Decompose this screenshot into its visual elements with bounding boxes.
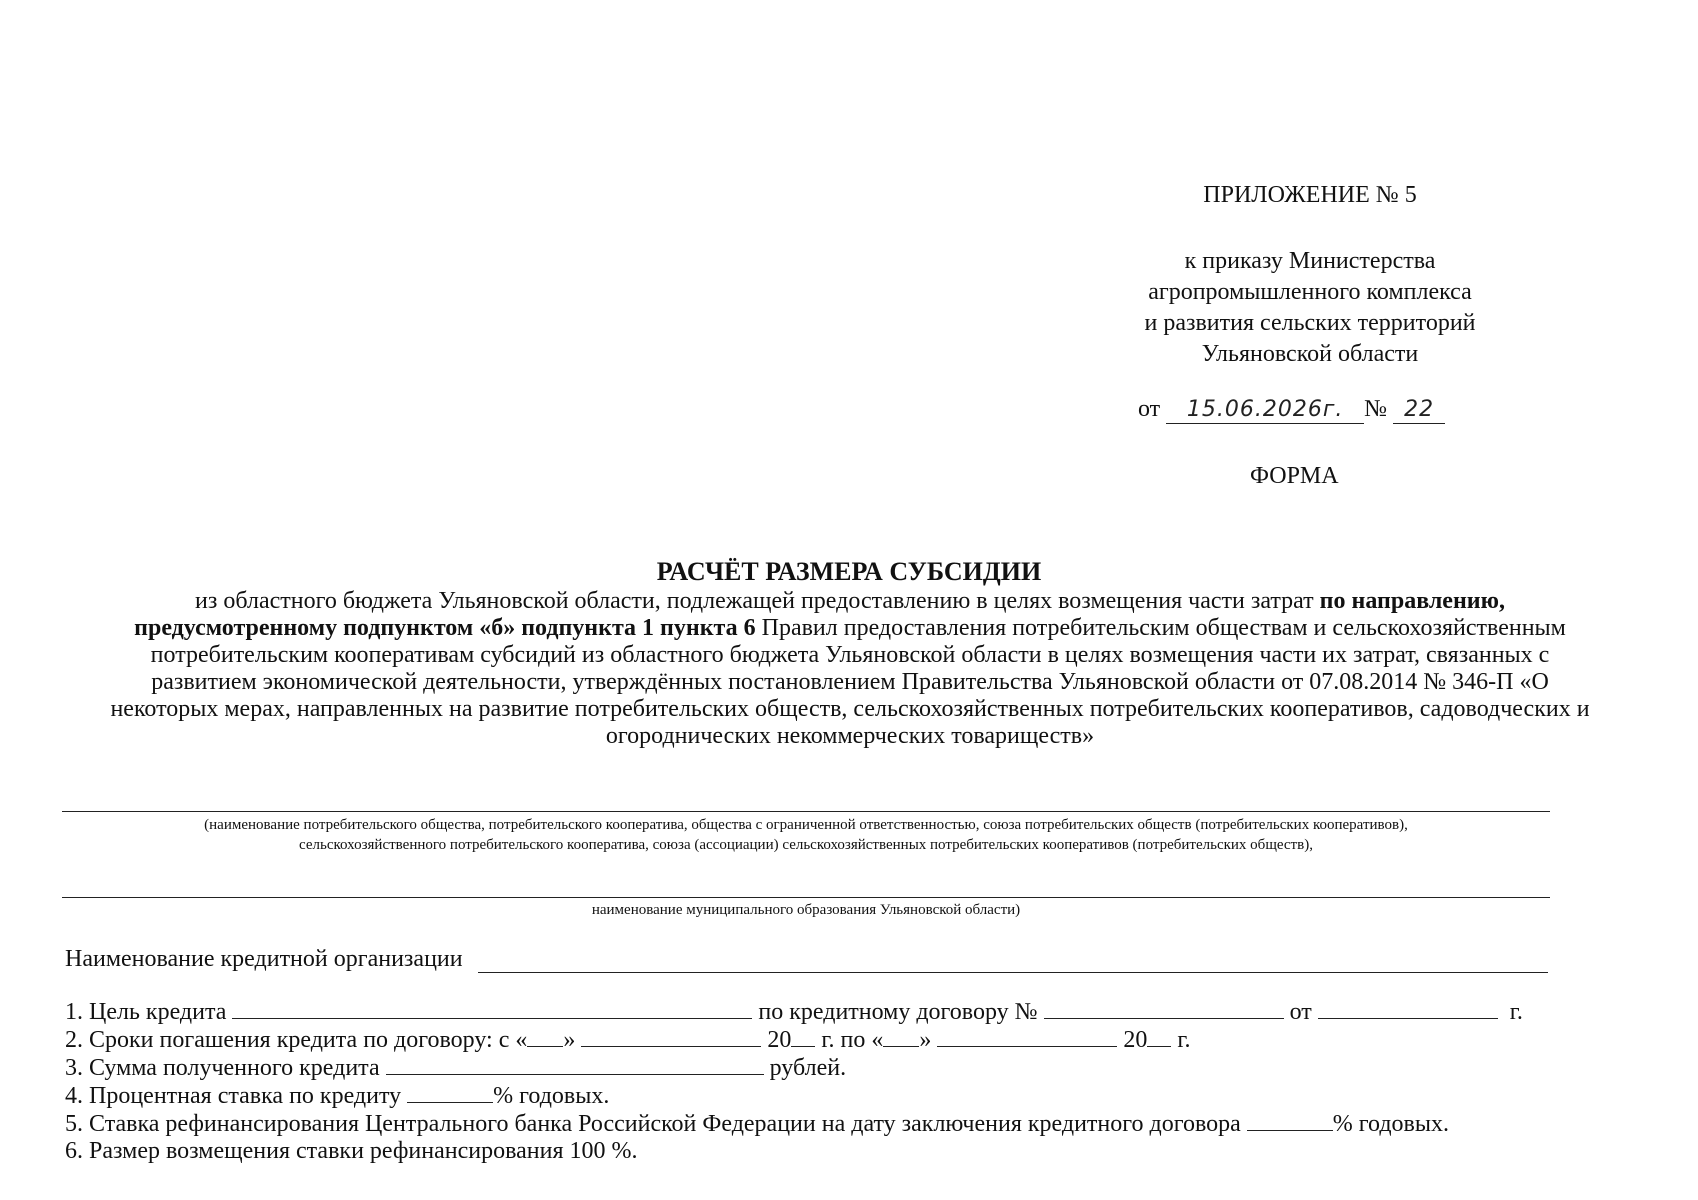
- interest-rate-blank: [407, 1082, 493, 1103]
- municipality-caption: наименование муниципального образования Ульяновской области): [591, 902, 1021, 918]
- order-reference: [1060, 246, 1560, 370]
- item-credit-purpose: [65, 998, 1523, 1026]
- handwritten-date: 15.06.2026г.: [1166, 397, 1364, 424]
- form-label: ФОРМА: [1250, 463, 1339, 489]
- contract-date-blank: [1318, 998, 1498, 1019]
- item-interest-rate: [65, 1082, 1523, 1110]
- item-text: 3. Сумма полученного кредита: [65, 1055, 380, 1081]
- item-repayment-terms: [65, 1026, 1523, 1054]
- order-line: агропромышленного комплекса: [1148, 279, 1472, 305]
- item-text: »: [919, 1027, 932, 1053]
- subtitle-text: из областного бюджета Ульяновской области, подлежащей предоставлению в целях возмещения части затрат: [195, 588, 1320, 614]
- end-month-blank: [937, 1026, 1117, 1047]
- credit-purpose-blank: [232, 998, 752, 1019]
- credit-amount-blank: [386, 1054, 764, 1075]
- order-line: и развития сельских территорий: [1144, 310, 1476, 336]
- document-title: РАСЧЁТ РАЗМЕРА СУБСИДИИ: [656, 557, 1042, 586]
- contract-number-blank: [1044, 998, 1284, 1019]
- item-text: от: [1289, 999, 1312, 1025]
- item-text: по кредитному договору №: [758, 999, 1038, 1025]
- start-year-blank: [791, 1026, 815, 1047]
- subtitle-text: Правил предоставления потребительским обществам и сельскохозяйственным потребительским кооперативам субсидий из областного бюджета Ульяновской области в целях возмещения части их затрат, связанных с развитием экономической деятельности, утверждённых постановлением Правительства Ульяновской области от 07.08.2014 № 346-П «О некоторых мерах, направленных на развитие потребительских обществ, сельскохозяйственных потребительских кооперативов, садоводческих и огороднических некоммерческих товариществ»: [110, 615, 1590, 749]
- organization-caption: [62, 815, 1550, 855]
- item-compensation: 6. Размер возмещения ставки рефинансирования 100 %.: [65, 1138, 638, 1164]
- item-text: 2. Сроки погашения кредита по договору: с «: [65, 1027, 528, 1053]
- credit-items: [65, 998, 1523, 1165]
- end-year-blank: [1147, 1026, 1171, 1047]
- subtitle-bold: по направлению, предусмотренному подпунктом «б» подпункта 1 пункта 6: [134, 588, 1505, 641]
- order-date-line: [1138, 396, 1445, 424]
- document-subtitle: [110, 588, 1590, 750]
- organization-name-line: [62, 811, 1550, 812]
- item-text: г.: [1177, 1027, 1191, 1053]
- appendix-heading: ПРИЛОЖЕНИЕ № 5: [1203, 182, 1417, 208]
- order-line: к приказу Министерства: [1184, 248, 1436, 274]
- start-month-blank: [581, 1026, 761, 1047]
- end-day-blank: [883, 1026, 919, 1047]
- from-label: от: [1138, 396, 1161, 422]
- item-refinancing-rate: [65, 1110, 1523, 1138]
- item-text: рублей.: [769, 1055, 847, 1081]
- item-credit-amount: [65, 1054, 1523, 1082]
- item-text: г. по «: [821, 1027, 884, 1053]
- item-text: »: [563, 1027, 576, 1053]
- item-text: % годовых.: [493, 1083, 610, 1109]
- caption-line: сельскохозяйственного потребительского кооператива, союза (ассоциации) сельскохозяйственных потребительских кооперативов (потребительских обществ),: [299, 837, 1313, 853]
- item-text: 4. Процентная ставка по кредиту: [65, 1083, 402, 1109]
- municipality-name-line: [62, 897, 1550, 898]
- caption-line: (наименование потребительского общества, потребительского кооператива, общества с ограниченной ответственностью, союза потребительских обществ (потребительских кооперативов),: [204, 817, 1408, 833]
- bank-name-blank: [478, 972, 1548, 973]
- bank-name-label: Наименование кредитной организации: [65, 946, 463, 972]
- order-line: Ульяновской области: [1201, 341, 1419, 367]
- handwritten-number: 22: [1393, 397, 1445, 424]
- start-day-blank: [527, 1026, 563, 1047]
- item-text: 5. Ставка рефинансирования Центрального банка Российской Федерации на дату заключения кредитного договора: [65, 1111, 1241, 1137]
- item-text: 1. Цель кредита: [65, 999, 227, 1025]
- refinancing-rate-blank: [1247, 1110, 1333, 1131]
- number-label: №: [1364, 396, 1388, 422]
- item-text: % годовых.: [1332, 1111, 1450, 1137]
- item-text: 20: [767, 1027, 792, 1053]
- item-text: 20: [1123, 1027, 1148, 1053]
- item-text: г.: [1509, 999, 1523, 1025]
